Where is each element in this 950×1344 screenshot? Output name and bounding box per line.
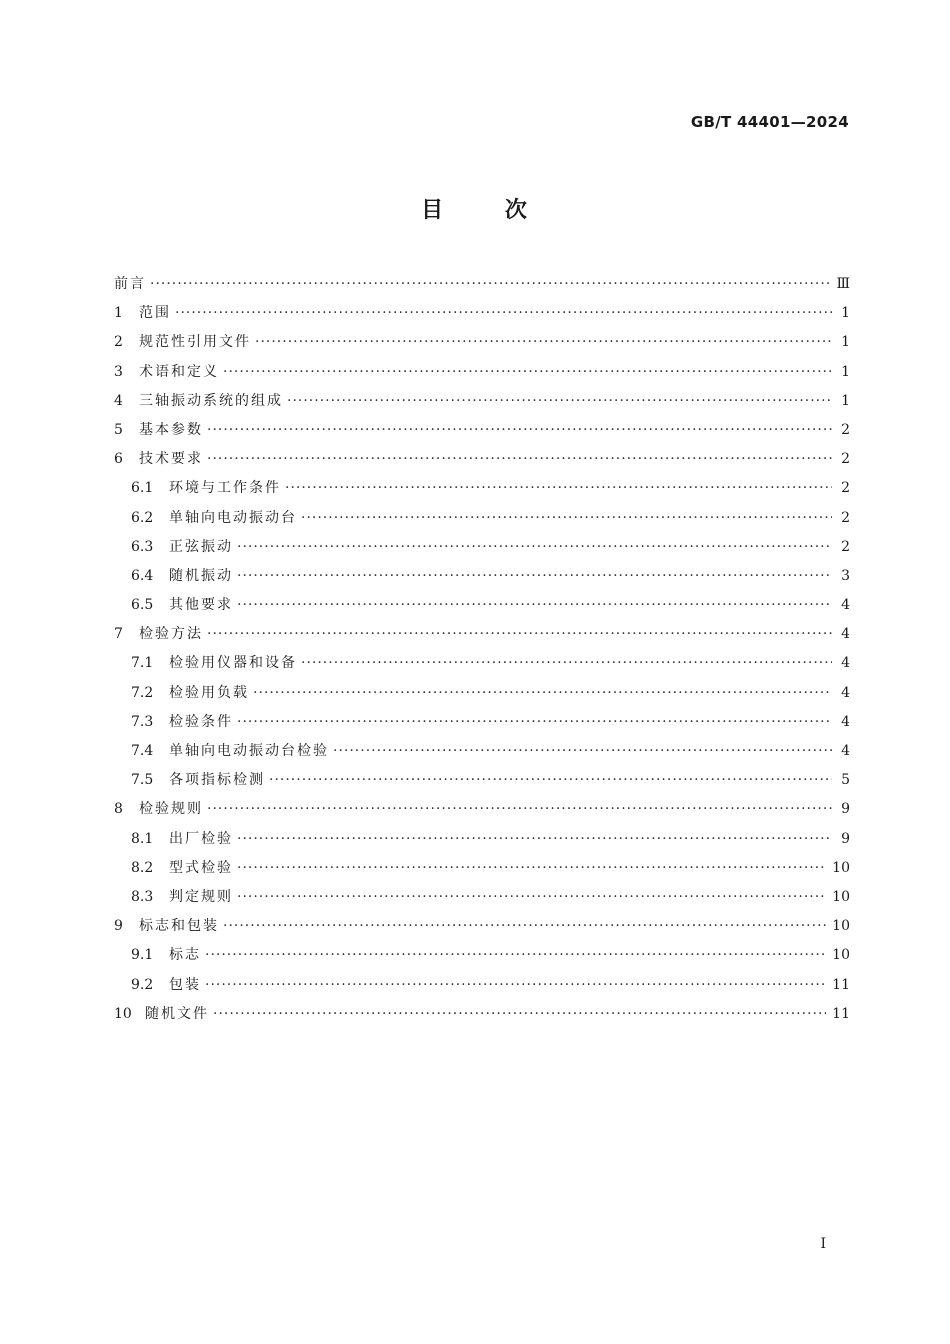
- toc-entry-number: 3: [114, 363, 123, 380]
- toc-entry-page: 1: [841, 334, 850, 351]
- toc-entry[interactable]: [114, 445, 850, 474]
- toc-entry[interactable]: [114, 941, 850, 970]
- dot-leader: [237, 883, 826, 912]
- toc-entry-page: 1: [841, 392, 850, 409]
- toc-entry-page: 3: [841, 567, 850, 584]
- toc-entry-page: 4: [841, 597, 850, 614]
- dot-leader: [223, 358, 832, 387]
- toc-entry-number: 6.3: [131, 538, 154, 555]
- toc-entry-label: 基本参数: [139, 421, 203, 438]
- toc-entry-page: Ⅲ: [836, 276, 850, 292]
- toc-entry-number: 7.3: [131, 713, 154, 730]
- toc-entry-number: 7.2: [131, 684, 154, 701]
- toc-entry[interactable]: [114, 533, 850, 562]
- toc-entry-page: 1: [841, 305, 850, 322]
- toc-entry-number: 2: [114, 334, 123, 351]
- toc-entry-label: 正弦振动: [169, 538, 233, 555]
- dot-leader: [175, 299, 832, 328]
- toc-entry[interactable]: [114, 971, 850, 1000]
- toc-entry-number: 5: [114, 421, 123, 438]
- toc-entry-label: 术语和定义: [139, 363, 219, 380]
- toc-entry-number: 9.1: [131, 947, 154, 964]
- dot-leader: [333, 737, 832, 766]
- toc-entry-label: 技术要求: [139, 451, 203, 468]
- toc-entry[interactable]: [114, 387, 850, 416]
- dot-leader: [255, 328, 832, 357]
- toc-entry-page: 2: [841, 480, 850, 497]
- page-number: I: [820, 1236, 826, 1252]
- toc-entry[interactable]: [114, 649, 850, 678]
- toc-entry-page: 4: [841, 655, 850, 672]
- toc-entry-label: 各项指标检测: [169, 772, 265, 789]
- toc-entry-number: 6: [114, 451, 123, 468]
- toc-entry-page: 2: [841, 451, 850, 468]
- toc-entry-label: 其他要求: [169, 597, 233, 614]
- toc-entry-number: 9: [114, 918, 123, 935]
- toc-entry-page: 5: [841, 772, 850, 789]
- toc-entry-number: 8.3: [131, 888, 154, 905]
- toc-entry-number: 8.2: [131, 859, 154, 876]
- dot-leader: [285, 474, 832, 503]
- dot-leader: [253, 679, 832, 708]
- toc-entry[interactable]: [114, 270, 850, 299]
- dot-leader: [223, 912, 826, 941]
- toc-entry-page: 2: [841, 538, 850, 555]
- dot-leader: [301, 649, 832, 678]
- toc-entry[interactable]: [114, 854, 850, 883]
- toc-entry-number: 7.1: [131, 655, 154, 672]
- toc-entry-label: 前言: [114, 276, 146, 292]
- dot-leader: [150, 270, 830, 299]
- toc-entry-page: 11: [832, 976, 850, 993]
- dot-leader: [205, 941, 826, 970]
- toc-entry-label: 随机文件: [145, 1005, 209, 1022]
- toc-entry-number: 9.2: [131, 976, 154, 993]
- toc-entry[interactable]: [114, 1000, 850, 1029]
- toc-entry-page: 4: [841, 684, 850, 701]
- dot-leader: [237, 708, 832, 737]
- dot-leader: [269, 766, 832, 795]
- toc-entry[interactable]: [114, 328, 850, 357]
- toc-entry[interactable]: [114, 766, 850, 795]
- toc-entry-label: 出厂检验: [169, 830, 233, 847]
- toc-entry-number: 6.1: [131, 480, 154, 497]
- toc-entry-number: 10: [114, 1005, 132, 1022]
- toc-entry-page: 2: [841, 421, 850, 438]
- toc-entry[interactable]: [114, 679, 850, 708]
- toc-entry[interactable]: [114, 562, 850, 591]
- toc-entry-label: 包装: [169, 976, 201, 993]
- toc-entry-label: 标志和包装: [139, 918, 219, 935]
- toc-entry[interactable]: [114, 737, 850, 766]
- toc-entry-page: 9: [841, 830, 850, 847]
- dot-leader: [205, 971, 826, 1000]
- toc-entry-label: 检验用仪器和设备: [169, 655, 297, 672]
- toc-entry-label: 规范性引用文件: [139, 334, 251, 351]
- dot-leader: [207, 795, 832, 824]
- toc-entry[interactable]: [114, 416, 850, 445]
- toc-entry-number: 7.5: [131, 772, 154, 789]
- dot-leader: [287, 387, 832, 416]
- toc-entry-number: 8: [114, 801, 123, 818]
- toc-entry-page: 10: [832, 918, 850, 935]
- toc-entry-page: 4: [841, 743, 850, 759]
- toc-entry-label: 随机振动: [169, 567, 233, 584]
- toc-entry-page: 10: [832, 947, 850, 964]
- toc-entry[interactable]: [114, 358, 850, 387]
- toc-entry-label: 型式检验: [169, 859, 233, 876]
- toc-entry-label: 检验规则: [139, 801, 203, 818]
- toc-entry-label: 单轴向电动振动台: [169, 509, 297, 526]
- toc-entry-page: 10: [832, 859, 850, 876]
- toc-entry[interactable]: [114, 795, 850, 824]
- toc-entry-label: 范围: [139, 305, 171, 322]
- dot-leader: [207, 445, 832, 474]
- dot-leader: [237, 854, 826, 883]
- dot-leader: [237, 591, 832, 620]
- dot-leader: [237, 533, 832, 562]
- dot-leader: [207, 416, 832, 445]
- dot-leader: [237, 825, 832, 854]
- toc-entry-label: 检验用负载: [169, 684, 249, 701]
- toc-entry-label: 三轴振动系统的组成: [139, 392, 283, 409]
- toc-entry-number: 6.4: [131, 567, 154, 584]
- standard-code: GB/T 44401—2024: [690, 113, 849, 131]
- dot-leader: [207, 620, 832, 649]
- toc-entry-number: 4: [114, 392, 123, 409]
- table-of-contents: [114, 270, 850, 1029]
- toc-entry-number: 8.1: [131, 830, 154, 847]
- toc-entry[interactable]: [114, 883, 850, 912]
- toc-entry[interactable]: [114, 620, 850, 649]
- toc-entry[interactable]: [114, 912, 850, 941]
- toc-entry[interactable]: [114, 825, 850, 854]
- toc-entry-number: 6.2: [131, 509, 154, 526]
- toc-entry-number: 1: [114, 305, 123, 322]
- toc-entry[interactable]: [114, 708, 850, 737]
- toc-entry-page: 4: [841, 626, 850, 643]
- toc-entry-number: 6.5: [131, 597, 154, 614]
- toc-entry-label: 检验条件: [169, 713, 233, 730]
- toc-entry[interactable]: [114, 299, 850, 328]
- dot-leader: [213, 1000, 826, 1029]
- toc-entry-number: 7: [114, 626, 123, 643]
- toc-entry-label: 单轴向电动振动台检验: [169, 743, 329, 759]
- toc-entry-page: 4: [841, 713, 850, 730]
- toc-entry-page: 9: [841, 801, 850, 818]
- toc-entry-page: 10: [832, 888, 850, 905]
- toc-entry-page: 2: [841, 509, 850, 526]
- dot-leader: [237, 562, 832, 591]
- toc-entry-label: 判定规则: [169, 888, 233, 905]
- toc-entry[interactable]: [114, 591, 850, 620]
- toc-entry-label: 标志: [169, 947, 201, 964]
- page-title: 目 次: [421, 198, 529, 223]
- toc-entry-label: 检验方法: [139, 626, 203, 643]
- toc-entry-label: 环境与工作条件: [169, 480, 281, 497]
- toc-entry[interactable]: [114, 504, 850, 533]
- toc-entry-page: 11: [832, 1005, 850, 1022]
- dot-leader: [301, 504, 832, 533]
- toc-entry[interactable]: [114, 474, 850, 503]
- toc-entry-number: 7.4: [131, 743, 154, 759]
- toc-entry-page: 1: [841, 363, 850, 380]
